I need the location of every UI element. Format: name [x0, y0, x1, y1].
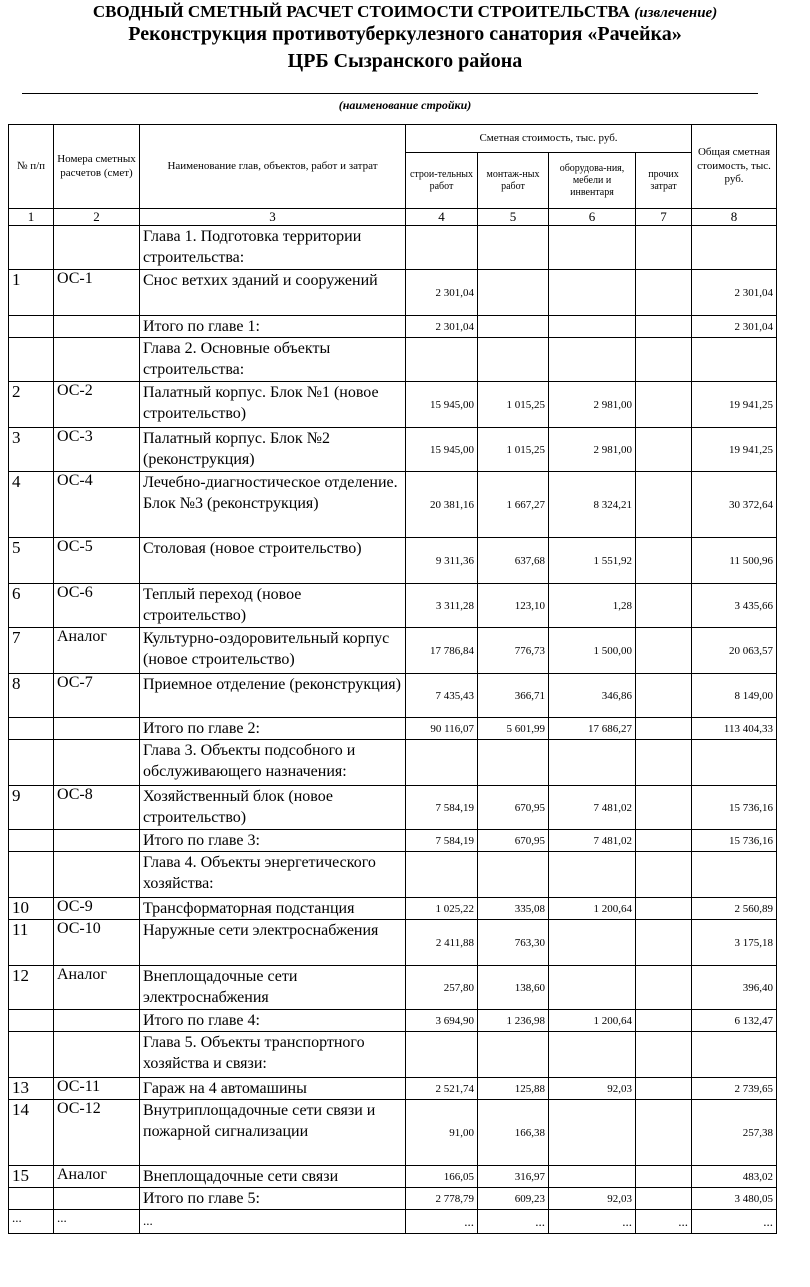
- row-number: [9, 852, 54, 898]
- other-cost: [636, 920, 692, 966]
- installation-cost: 609,23: [478, 1188, 549, 1210]
- equipment-cost: 17 686,27: [549, 718, 636, 740]
- row-number: 2: [9, 382, 54, 428]
- estimate-code: ОС-11: [54, 1078, 140, 1100]
- total-cost: 11 500,96: [692, 538, 777, 584]
- item-name: Трансформаторная подстанция: [140, 898, 406, 920]
- column-number: 4: [406, 209, 478, 226]
- header-mount: монтаж-ных работ: [478, 153, 549, 209]
- table-row: [9, 628, 777, 674]
- row-number: [9, 830, 54, 852]
- total-cost: 3 175,18: [692, 920, 777, 966]
- row-number: 12: [9, 966, 54, 1010]
- column-number-row: [9, 209, 777, 226]
- estimate-code: Аналог: [54, 1166, 140, 1188]
- total-cost: [692, 1032, 777, 1078]
- installation-cost: [478, 338, 549, 382]
- item-name: Внеплощадочные сети связи: [140, 1166, 406, 1188]
- item-name: Гараж на 4 автомашины: [140, 1078, 406, 1100]
- column-number: 3: [140, 209, 406, 226]
- other-cost: [636, 1032, 692, 1078]
- construction-cost: [406, 740, 478, 786]
- construction-cost: 2 778,79: [406, 1188, 478, 1210]
- header-equip: оборудова-ния, мебели и инвентаря: [549, 153, 636, 209]
- estimate-code: [54, 718, 140, 740]
- construction-cost: [406, 1032, 478, 1078]
- table-row: [9, 226, 777, 270]
- row-number: 8: [9, 674, 54, 718]
- project-name: Реконструкция противотуберкулезного санатория «Рачейка»: [128, 23, 682, 45]
- table-row: [9, 674, 777, 718]
- row-number: 7: [9, 628, 54, 674]
- header-cost-group: Сметная стоимость, тыс. руб.: [406, 125, 692, 153]
- equipment-cost: 2 981,00: [549, 382, 636, 428]
- equipment-cost: [549, 740, 636, 786]
- other-cost: [636, 830, 692, 852]
- installation-cost: [478, 1032, 549, 1078]
- estimate-code: [54, 1032, 140, 1078]
- organization-name: ЦРБ Сызранского района: [287, 50, 523, 72]
- estimate-code: [54, 740, 140, 786]
- header-other: прочих затрат: [636, 153, 692, 209]
- item-name: Внутриплощадочные сети связи и пожарной сигнализации: [140, 1100, 406, 1166]
- row-number: 6: [9, 584, 54, 628]
- equipment-cost: [549, 338, 636, 382]
- equipment-cost: [549, 1100, 636, 1166]
- row-number: [9, 1032, 54, 1078]
- other-cost: [636, 1010, 692, 1032]
- equipment-cost: 1 200,64: [549, 898, 636, 920]
- item-name: Глава 1. Подготовка территории строительства:: [140, 226, 406, 270]
- installation-cost: 776,73: [478, 628, 549, 674]
- equipment-cost: 1 500,00: [549, 628, 636, 674]
- row-number: 9: [9, 786, 54, 830]
- construction-cost: 15 945,00: [406, 428, 478, 472]
- total-cost: 2 301,04: [692, 316, 777, 338]
- item-name: Палатный корпус. Блок №2 (реконструкция): [140, 428, 406, 472]
- installation-cost: 670,95: [478, 830, 549, 852]
- item-name: Глава 5. Объекты транспортного хозяйства и связи:: [140, 1032, 406, 1078]
- other-cost: [636, 1100, 692, 1166]
- estimate-code: [54, 830, 140, 852]
- other-cost: [636, 740, 692, 786]
- total-cost: 15 736,16: [692, 786, 777, 830]
- table-row: [9, 1188, 777, 1210]
- estimate-code: [54, 852, 140, 898]
- item-name: Наружные сети электроснабжения: [140, 920, 406, 966]
- equipment-cost: [549, 852, 636, 898]
- construction-cost: 2 301,04: [406, 270, 478, 316]
- estimate-code: ОС-3: [54, 428, 140, 472]
- installation-cost: 637,68: [478, 538, 549, 584]
- table-row: [9, 1166, 777, 1188]
- total-cost: 8 149,00: [692, 674, 777, 718]
- item-name: Внеплощадочные сети электроснабжения: [140, 966, 406, 1010]
- installation-cost: [478, 226, 549, 270]
- item-name: Хозяйственный блок (новое строительство): [140, 786, 406, 830]
- other-cost: [636, 316, 692, 338]
- total-cost: 30 372,64: [692, 472, 777, 538]
- total-cost: [692, 852, 777, 898]
- table-row: [9, 382, 777, 428]
- table-row: [9, 316, 777, 338]
- equipment-cost: [549, 1032, 636, 1078]
- table-row: [9, 1100, 777, 1166]
- estimate-code: ОС-7: [54, 674, 140, 718]
- equipment-cost: [549, 270, 636, 316]
- column-number: 7: [636, 209, 692, 226]
- column-number: 1: [9, 209, 54, 226]
- header-code: Номера сметных расчетов (смет): [54, 125, 140, 209]
- row-number: 11: [9, 920, 54, 966]
- installation-cost: 138,60: [478, 966, 549, 1010]
- row-number: 14: [9, 1100, 54, 1166]
- table-row: [9, 1078, 777, 1100]
- equipment-cost: [549, 920, 636, 966]
- equipment-cost: 2 981,00: [549, 428, 636, 472]
- estimate-code: ОС-10: [54, 920, 140, 966]
- installation-cost: 125,88: [478, 1078, 549, 1100]
- equipment-cost: [549, 1166, 636, 1188]
- estimate-code: ОС-5: [54, 538, 140, 584]
- table-row: [9, 830, 777, 852]
- item-name: Итого по главе 1:: [140, 316, 406, 338]
- column-number: 2: [54, 209, 140, 226]
- column-number: 8: [692, 209, 777, 226]
- installation-cost: [478, 740, 549, 786]
- estimate-code: ОС-4: [54, 472, 140, 538]
- construction-cost: [406, 338, 478, 382]
- estimate-code: ОС-1: [54, 270, 140, 316]
- total-cost: 6 132,47: [692, 1010, 777, 1032]
- item-name: Снос ветхих зданий и сооружений: [140, 270, 406, 316]
- estimate-code: [54, 226, 140, 270]
- item-name: Итого по главе 4:: [140, 1010, 406, 1032]
- header-name: Наименование глав, объектов, работ и затрат: [140, 125, 406, 209]
- column-number: 5: [478, 209, 549, 226]
- table-row: [9, 472, 777, 538]
- equipment-cost: 1 551,92: [549, 538, 636, 584]
- other-cost: [636, 786, 692, 830]
- document-title: СВОДНЫЙ СМЕТНЫЙ РАСЧЕТ СТОИМОСТИ СТРОИТЕЛЬСТВА (извлечение): [92, 2, 718, 21]
- row-number: 3: [9, 428, 54, 472]
- total-cost: 20 063,57: [692, 628, 777, 674]
- construction-cost: 7 435,43: [406, 674, 478, 718]
- row-number: 4: [9, 472, 54, 538]
- construction-cost: 2 411,88: [406, 920, 478, 966]
- item-name: Столовая (новое строительство): [140, 538, 406, 584]
- equipment-cost: 1,28: [549, 584, 636, 628]
- installation-cost: 670,95: [478, 786, 549, 830]
- other-cost: [636, 1166, 692, 1188]
- construction-cost: 7 584,19: [406, 786, 478, 830]
- installation-cost: ...: [478, 1210, 549, 1234]
- equipment-cost: 92,03: [549, 1078, 636, 1100]
- table-row: [9, 740, 777, 786]
- table-row: [9, 718, 777, 740]
- row-number: 13: [9, 1078, 54, 1100]
- construction-cost: 15 945,00: [406, 382, 478, 428]
- row-number: 5: [9, 538, 54, 584]
- table-row: [9, 966, 777, 1010]
- total-cost: 257,38: [692, 1100, 777, 1166]
- estimate-table: [8, 124, 777, 1234]
- construction-cost: ...: [406, 1210, 478, 1234]
- row-number: 15: [9, 1166, 54, 1188]
- other-cost: [636, 852, 692, 898]
- installation-cost: [478, 316, 549, 338]
- other-cost: [636, 472, 692, 538]
- item-name: Культурно-оздоровительный корпус (новое строительство): [140, 628, 406, 674]
- total-cost: 19 941,25: [692, 382, 777, 428]
- table-row: [9, 584, 777, 628]
- installation-cost: 123,10: [478, 584, 549, 628]
- equipment-cost: 92,03: [549, 1188, 636, 1210]
- installation-cost: 335,08: [478, 898, 549, 920]
- other-cost: [636, 338, 692, 382]
- row-number: 1: [9, 270, 54, 316]
- table-row: [9, 538, 777, 584]
- other-cost: [636, 270, 692, 316]
- item-name: Лечебно-диагностическое отделение. Блок №3 (реконструкция): [140, 472, 406, 538]
- installation-cost: 1 015,25: [478, 428, 549, 472]
- other-cost: [636, 898, 692, 920]
- item-name: Глава 2. Основные объекты строительства:: [140, 338, 406, 382]
- construction-cost: [406, 852, 478, 898]
- other-cost: [636, 718, 692, 740]
- row-number: [9, 316, 54, 338]
- title-note: (извлечение): [634, 5, 718, 21]
- total-cost: 113 404,33: [692, 718, 777, 740]
- other-cost: [636, 1188, 692, 1210]
- estimate-code: Аналог: [54, 628, 140, 674]
- total-cost: 3 480,05: [692, 1188, 777, 1210]
- construction-cost: 2 521,74: [406, 1078, 478, 1100]
- other-cost: [636, 966, 692, 1010]
- installation-cost: 1 015,25: [478, 382, 549, 428]
- estimate-code: [54, 1188, 140, 1210]
- construction-cost: 17 786,84: [406, 628, 478, 674]
- estimate-code: ОС-9: [54, 898, 140, 920]
- item-name: Итого по главе 3:: [140, 830, 406, 852]
- item-name: Глава 3. Объекты подсобного и обслуживающего назначения:: [140, 740, 406, 786]
- construction-cost: 7 584,19: [406, 830, 478, 852]
- row-number: [9, 718, 54, 740]
- equipment-cost: 1 200,64: [549, 1010, 636, 1032]
- total-cost: 483,02: [692, 1166, 777, 1188]
- row-number: ...: [9, 1210, 54, 1234]
- row-number: [9, 740, 54, 786]
- installation-cost: [478, 270, 549, 316]
- item-name: Итого по главе 2:: [140, 718, 406, 740]
- column-number: 6: [549, 209, 636, 226]
- construction-cost: 166,05: [406, 1166, 478, 1188]
- equipment-cost: 7 481,02: [549, 786, 636, 830]
- estimate-code: [54, 338, 140, 382]
- total-cost: [692, 338, 777, 382]
- other-cost: [636, 226, 692, 270]
- table-row: [9, 1210, 777, 1234]
- construction-cost: 9 311,36: [406, 538, 478, 584]
- total-cost: 19 941,25: [692, 428, 777, 472]
- row-number: [9, 1188, 54, 1210]
- total-cost: ...: [692, 1210, 777, 1234]
- construction-cost: 91,00: [406, 1100, 478, 1166]
- row-number: [9, 1010, 54, 1032]
- equipment-cost: ...: [549, 1210, 636, 1234]
- table-row: [9, 898, 777, 920]
- item-name: ...: [140, 1210, 406, 1234]
- header-no: № п/п: [9, 125, 54, 209]
- row-number: [9, 226, 54, 270]
- table-row: [9, 338, 777, 382]
- item-name: Палатный корпус. Блок №1 (новое строительство): [140, 382, 406, 428]
- other-cost: [636, 428, 692, 472]
- estimate-code: [54, 316, 140, 338]
- estimate-code: ОС-6: [54, 584, 140, 628]
- total-cost: 396,40: [692, 966, 777, 1010]
- equipment-cost: [549, 316, 636, 338]
- installation-cost: 1 667,27: [478, 472, 549, 538]
- construction-cost: 3 694,90: [406, 1010, 478, 1032]
- row-number: [9, 338, 54, 382]
- other-cost: [636, 584, 692, 628]
- construction-cost: 3 311,28: [406, 584, 478, 628]
- equipment-cost: 7 481,02: [549, 830, 636, 852]
- installation-cost: [478, 852, 549, 898]
- construction-cost: 257,80: [406, 966, 478, 1010]
- installation-cost: 316,97: [478, 1166, 549, 1188]
- item-name: Теплый переход (новое строительство): [140, 584, 406, 628]
- header-total: Общая сметная стоимость, тыс. руб.: [692, 125, 777, 209]
- table-row: [9, 852, 777, 898]
- construction-cost: 90 116,07: [406, 718, 478, 740]
- other-cost: [636, 382, 692, 428]
- construction-cost: [406, 226, 478, 270]
- estimate-code: Аналог: [54, 966, 140, 1010]
- other-cost: [636, 1078, 692, 1100]
- estimate-code: ОС-8: [54, 786, 140, 830]
- construction-cost: 1 025,22: [406, 898, 478, 920]
- equipment-cost: 8 324,21: [549, 472, 636, 538]
- installation-cost: 5 601,99: [478, 718, 549, 740]
- total-cost: 2 739,65: [692, 1078, 777, 1100]
- installation-cost: 166,38: [478, 1100, 549, 1166]
- item-name: Итого по главе 5:: [140, 1188, 406, 1210]
- item-name: Глава 4. Объекты энергетического хозяйства:: [140, 852, 406, 898]
- total-cost: 15 736,16: [692, 830, 777, 852]
- header-build: строи-тельных работ: [406, 153, 478, 209]
- installation-cost: 763,30: [478, 920, 549, 966]
- row-number: 10: [9, 898, 54, 920]
- total-cost: [692, 226, 777, 270]
- signature-line: [22, 93, 758, 94]
- other-cost: [636, 674, 692, 718]
- table-row: [9, 786, 777, 830]
- total-cost: 3 435,66: [692, 584, 777, 628]
- other-cost: [636, 628, 692, 674]
- item-name: Приемное отделение (реконструкция): [140, 674, 406, 718]
- line-caption: (наименование стройки): [338, 98, 472, 112]
- table-row: [9, 1032, 777, 1078]
- equipment-cost: 346,86: [549, 674, 636, 718]
- equipment-cost: [549, 966, 636, 1010]
- table-row: [9, 270, 777, 316]
- other-cost: ...: [636, 1210, 692, 1234]
- table-row: [9, 920, 777, 966]
- estimate-code: ОС-2: [54, 382, 140, 428]
- total-cost: [692, 740, 777, 786]
- construction-cost: 20 381,16: [406, 472, 478, 538]
- estimate-code: ОС-12: [54, 1100, 140, 1166]
- total-cost: 2 560,89: [692, 898, 777, 920]
- estimate-code: ...: [54, 1210, 140, 1234]
- table-row: [9, 1010, 777, 1032]
- equipment-cost: [549, 226, 636, 270]
- estimate-code: [54, 1010, 140, 1032]
- other-cost: [636, 538, 692, 584]
- table-row: [9, 428, 777, 472]
- installation-cost: 366,71: [478, 674, 549, 718]
- construction-cost: 2 301,04: [406, 316, 478, 338]
- installation-cost: 1 236,98: [478, 1010, 549, 1032]
- total-cost: 2 301,04: [692, 270, 777, 316]
